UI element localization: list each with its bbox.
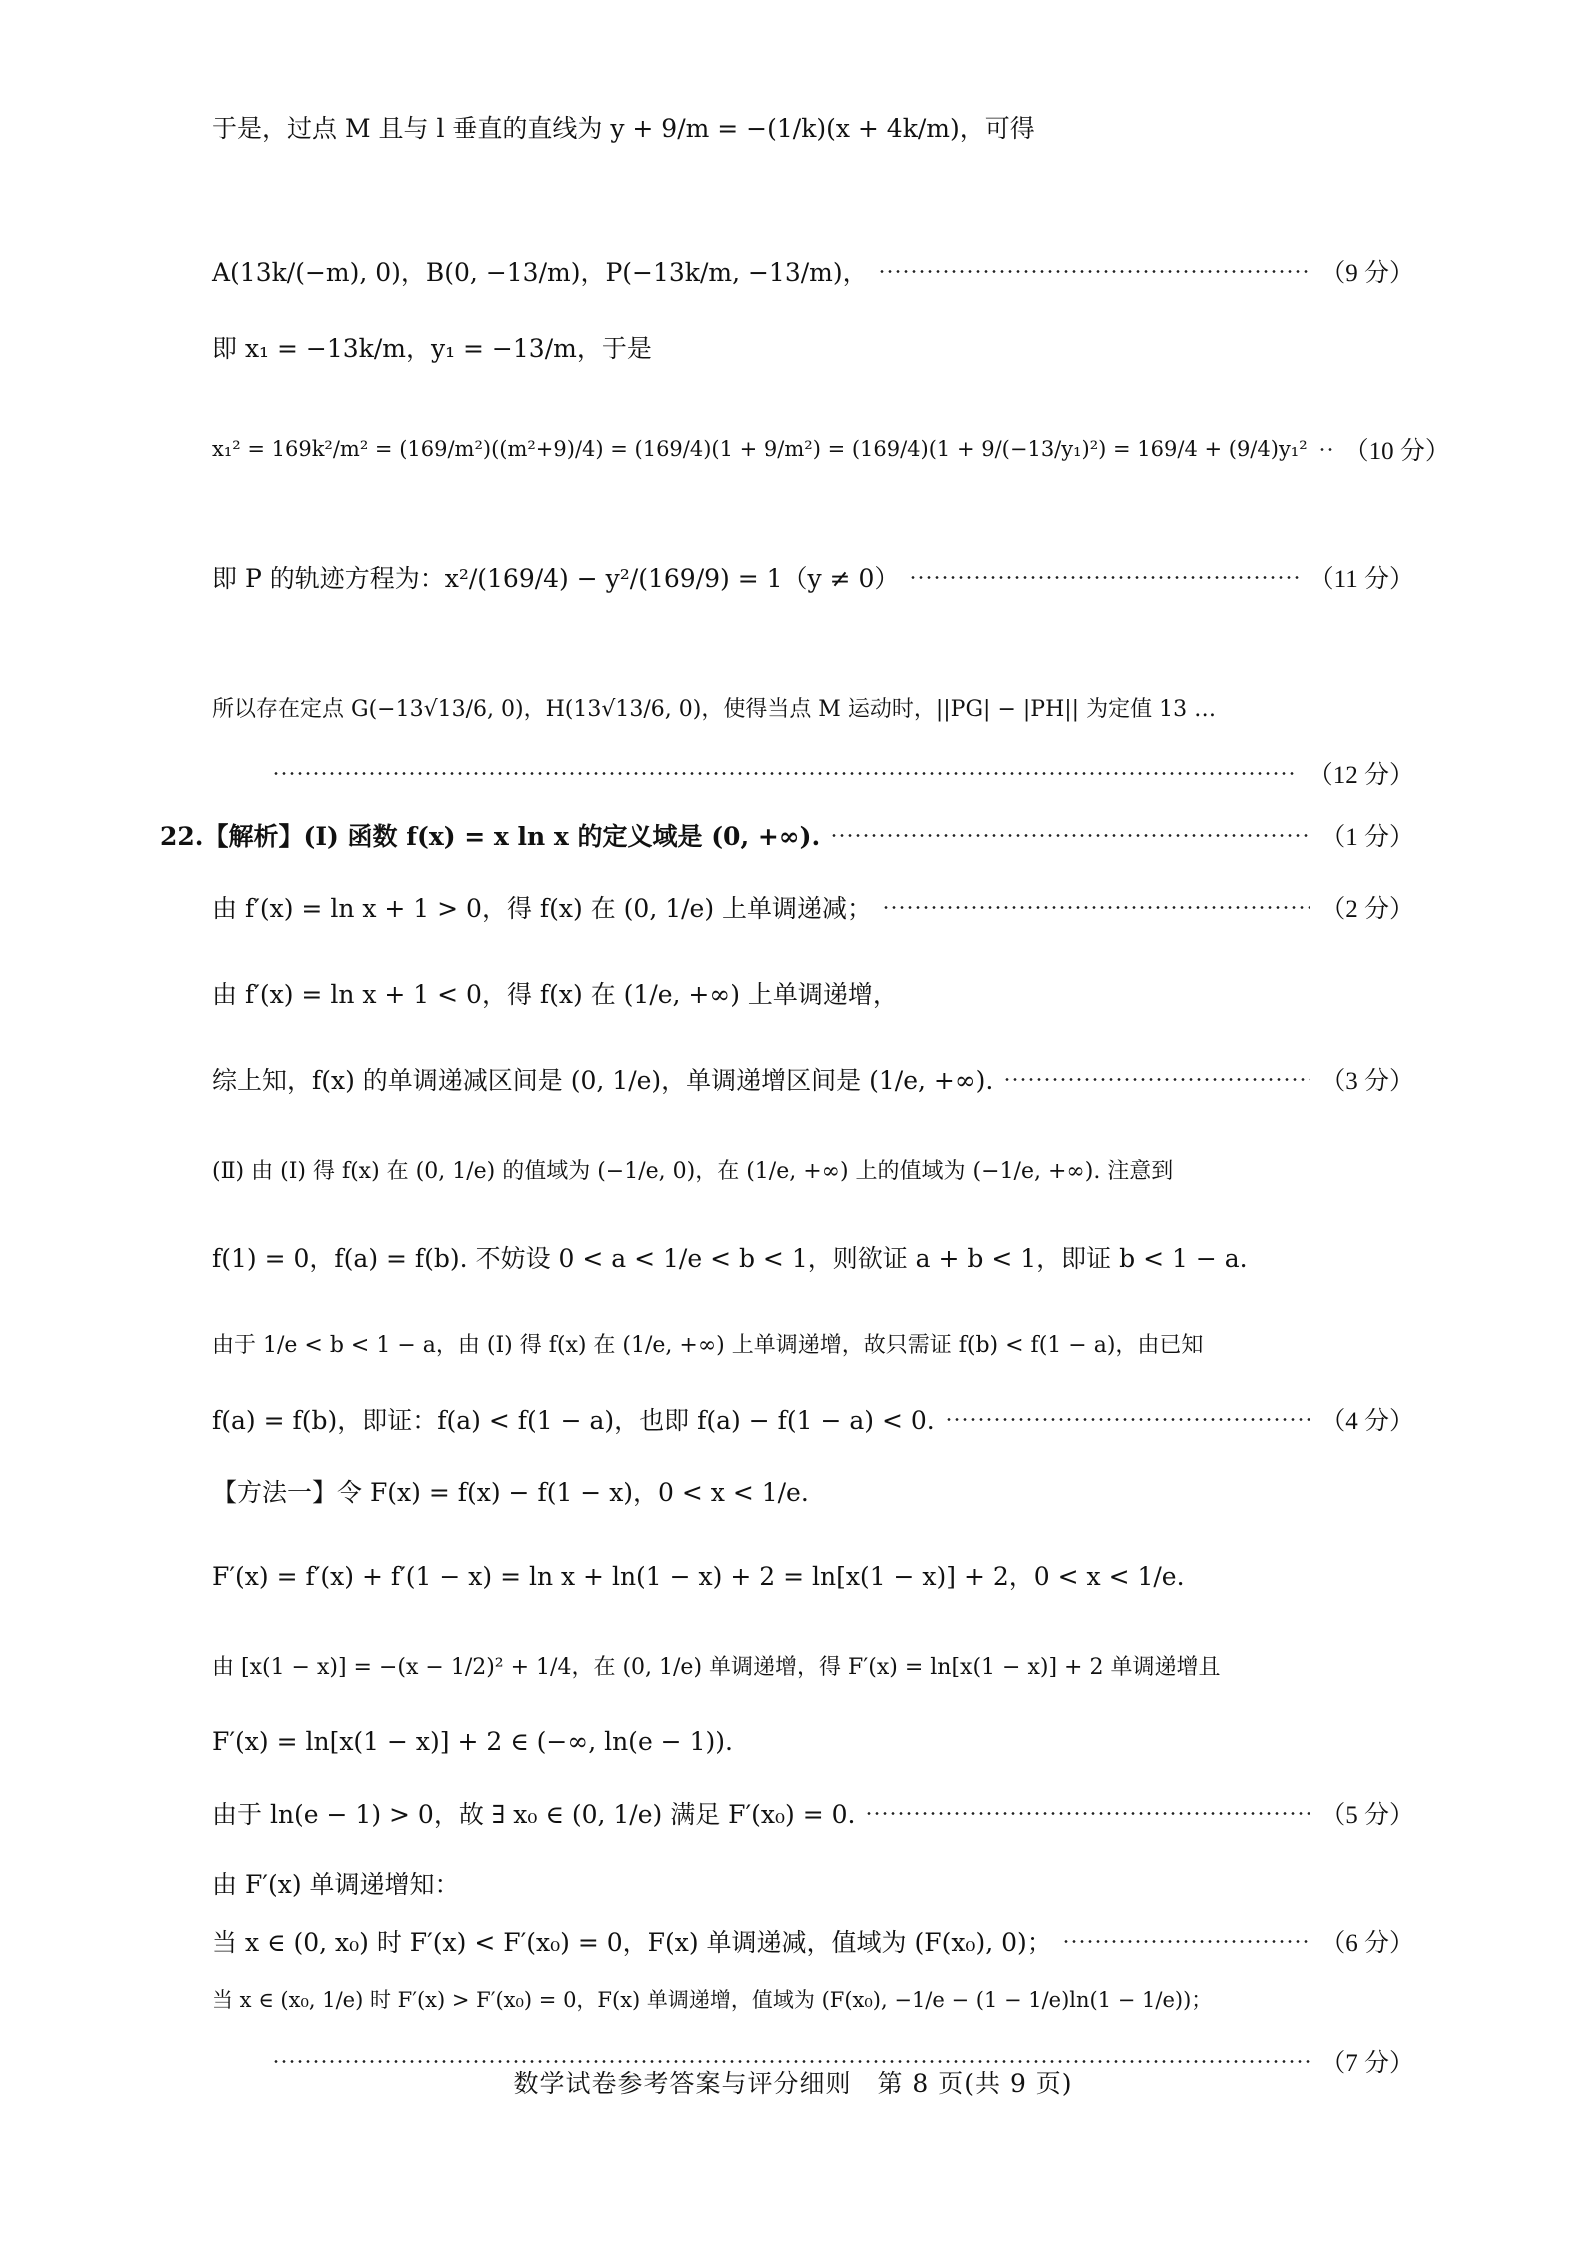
line-text: F′(x) = ln[x(1 − x)] + 2 ∈ (−∞, ln(e − 1)). <box>212 1726 733 1756</box>
line-text: 当 x ∈ (x₀, 1/e) 时 F′(x) > F′(x₀) = 0，F(x) 单调递增，值域为 (F(x₀), −1/e − (1 − 1/e)ln(1 − 1/e))； <box>212 1988 1213 2012</box>
dot-leader <box>1318 448 1334 451</box>
line-text: 22.【解析】(Ⅰ) 函数 f(x) = x ln x 的定义域是 (0, +∞). <box>160 822 821 851</box>
line-text: 由 f′(x) = ln x + 1 > 0，得 f(x) 在 (0, 1/e) 上单调递减； <box>212 894 873 923</box>
score-label: （7 分） <box>1320 2050 1414 2077</box>
dot-leader <box>878 270 1311 273</box>
dot-leader <box>882 906 1310 909</box>
line-text: 即 x₁ = −13k/m，y₁ = −13/m，于是 <box>212 334 652 363</box>
dot-leader <box>945 1418 1310 1421</box>
line-text: 由于 1/e < b < 1 − a，由 (I) 得 f(x) 在 (1/e, +∞) 上单调递增，故只需证 f(b) < f(1 − a)，由已知 <box>212 1332 1204 1358</box>
line-text: 由 F′(x) 单调递增知： <box>212 1870 460 1899</box>
solution-line-15 <box>212 1384 1414 1454</box>
solution-line-13 <box>212 1222 1414 1292</box>
solution-line-3 <box>212 312 1414 382</box>
dot-leader <box>272 772 1298 775</box>
line-text: 综上知，f(x) 的单调递减区间是 (0, 1/e)，单调递增区间是 (1/e, +∞). <box>212 1066 994 1095</box>
score-label: （11 分） <box>1308 566 1414 593</box>
line-text: 由 f′(x) = ln x + 1 < 0，得 f(x) 在 (1/e, +∞) 上单调递增， <box>212 980 898 1009</box>
line-text: 即 P 的轨迹方程为：x²/(169/4) − y²/(169/9) = 1（y ≠ 0） <box>212 564 900 593</box>
solution-line-19 <box>212 1706 1414 1776</box>
line-text: x₁² = 169k²/m² = (169/m²)((m²+9)/4) = (169/4)(1 + 9/m²) = (169/4)(1 + 9/(−13/y₁)²) = 169/4 + (9/4)y₁² <box>212 437 1308 461</box>
line-text: 于是，过点 M 且与 l 垂直的直线为 y + 9/m = −(1/k)(x + 4k/m)，可得 <box>212 114 1035 143</box>
line-text: (Ⅱ) 由 (Ⅰ) 得 f(x) 在 (0, 1/e) 的值域为 (−1/e, 0)，在 (1/e, +∞) 上的值域为 (−1/e, +∞). 注意到 <box>212 1158 1174 1184</box>
line-text: f(1) = 0，f(a) = f(b). 不妨设 0 < a < 1/e < b < 1，则欲证 a + b < 1，即证 b < 1 − a. <box>212 1244 1248 1273</box>
line-text: f(a) = f(b)，即证：f(a) < f(1 − a)，也即 f(a) − f(1 − a) < 0. <box>212 1406 935 1435</box>
line-text: 由于 ln(e − 1) > 0，故 ∃ x₀ ∈ (0, 1/e) 满足 F′(x₀) = 0. <box>212 1800 856 1829</box>
score-label: （10 分） <box>1343 438 1450 465</box>
solution-line-7 <box>212 738 1414 808</box>
page-footer: 数学试卷参考答案与评分细则 第 8 页(共 9 页) <box>513 2069 1073 2098</box>
solution-line-17 <box>212 1540 1414 1610</box>
problem-22-heading <box>160 800 1414 870</box>
score-label: （1 分） <box>1320 824 1414 851</box>
line-text: F′(x) = f′(x) + f′(1 − x) = ln x + ln(1 − x) + 2 = ln[x(1 − x)] + 2，0 < x < 1/e. <box>212 1562 1185 1591</box>
dot-leader <box>1062 1940 1310 1943</box>
score-label: （5 分） <box>1320 1802 1414 1829</box>
solution-line-5 <box>212 542 1414 612</box>
line-text: A(13k/(−m), 0)，B(0, −13/m)，P(−13k/m, −13/m)， <box>212 258 868 287</box>
method-one-heading <box>212 1456 1414 1526</box>
solution-line-23 <box>212 1964 1414 2034</box>
solution-line-9 <box>212 872 1414 942</box>
line-text: 当 x ∈ (0, x₀) 时 F′(x) < F′(x₀) = 0，F(x) 单调递减，值域为 (F(x₀), 0)； <box>212 1928 1052 1957</box>
score-label: （2 分） <box>1320 896 1414 923</box>
solution-line-6 <box>212 672 1414 742</box>
solution-line-20 <box>212 1778 1414 1848</box>
score-label: （4 分） <box>1320 1408 1414 1435</box>
score-label: （9 分） <box>1320 260 1414 287</box>
line-text: 所以存在定点 G(−13√13/6, 0)，H(13√13/6, 0)，使得当点 M 运动时，||PG| − |PH|| 为定值 13 … <box>212 696 1217 722</box>
solution-line-4 <box>212 414 1450 484</box>
dot-leader <box>865 1812 1310 1815</box>
solution-line-1 <box>212 92 1414 162</box>
dot-leader <box>909 576 1298 579</box>
solution-line-11 <box>212 1044 1414 1114</box>
solution-line-12 <box>212 1134 1414 1204</box>
solution-line-18 <box>212 1630 1414 1700</box>
score-label: （12 分） <box>1307 762 1414 789</box>
solution-line-14 <box>212 1308 1414 1378</box>
dot-leader <box>1003 1078 1310 1081</box>
dot-leader <box>272 2060 1310 2063</box>
line-text: 由 [x(1 − x)] = −(x − 1/2)² + 1/4，在 (0, 1/e) 单调递增，得 F′(x) = ln[x(1 − x)] + 2 单调递增且 <box>212 1654 1221 1680</box>
score-label: （3 分） <box>1320 1068 1414 1095</box>
line-text: 【方法一】令 F(x) = f(x) − f(1 − x)，0 < x < 1/e. <box>212 1478 809 1507</box>
solution-line-2 <box>212 236 1414 306</box>
score-label: （6 分） <box>1320 1930 1414 1957</box>
solution-line-10 <box>212 958 1414 1028</box>
dot-leader <box>830 834 1310 837</box>
